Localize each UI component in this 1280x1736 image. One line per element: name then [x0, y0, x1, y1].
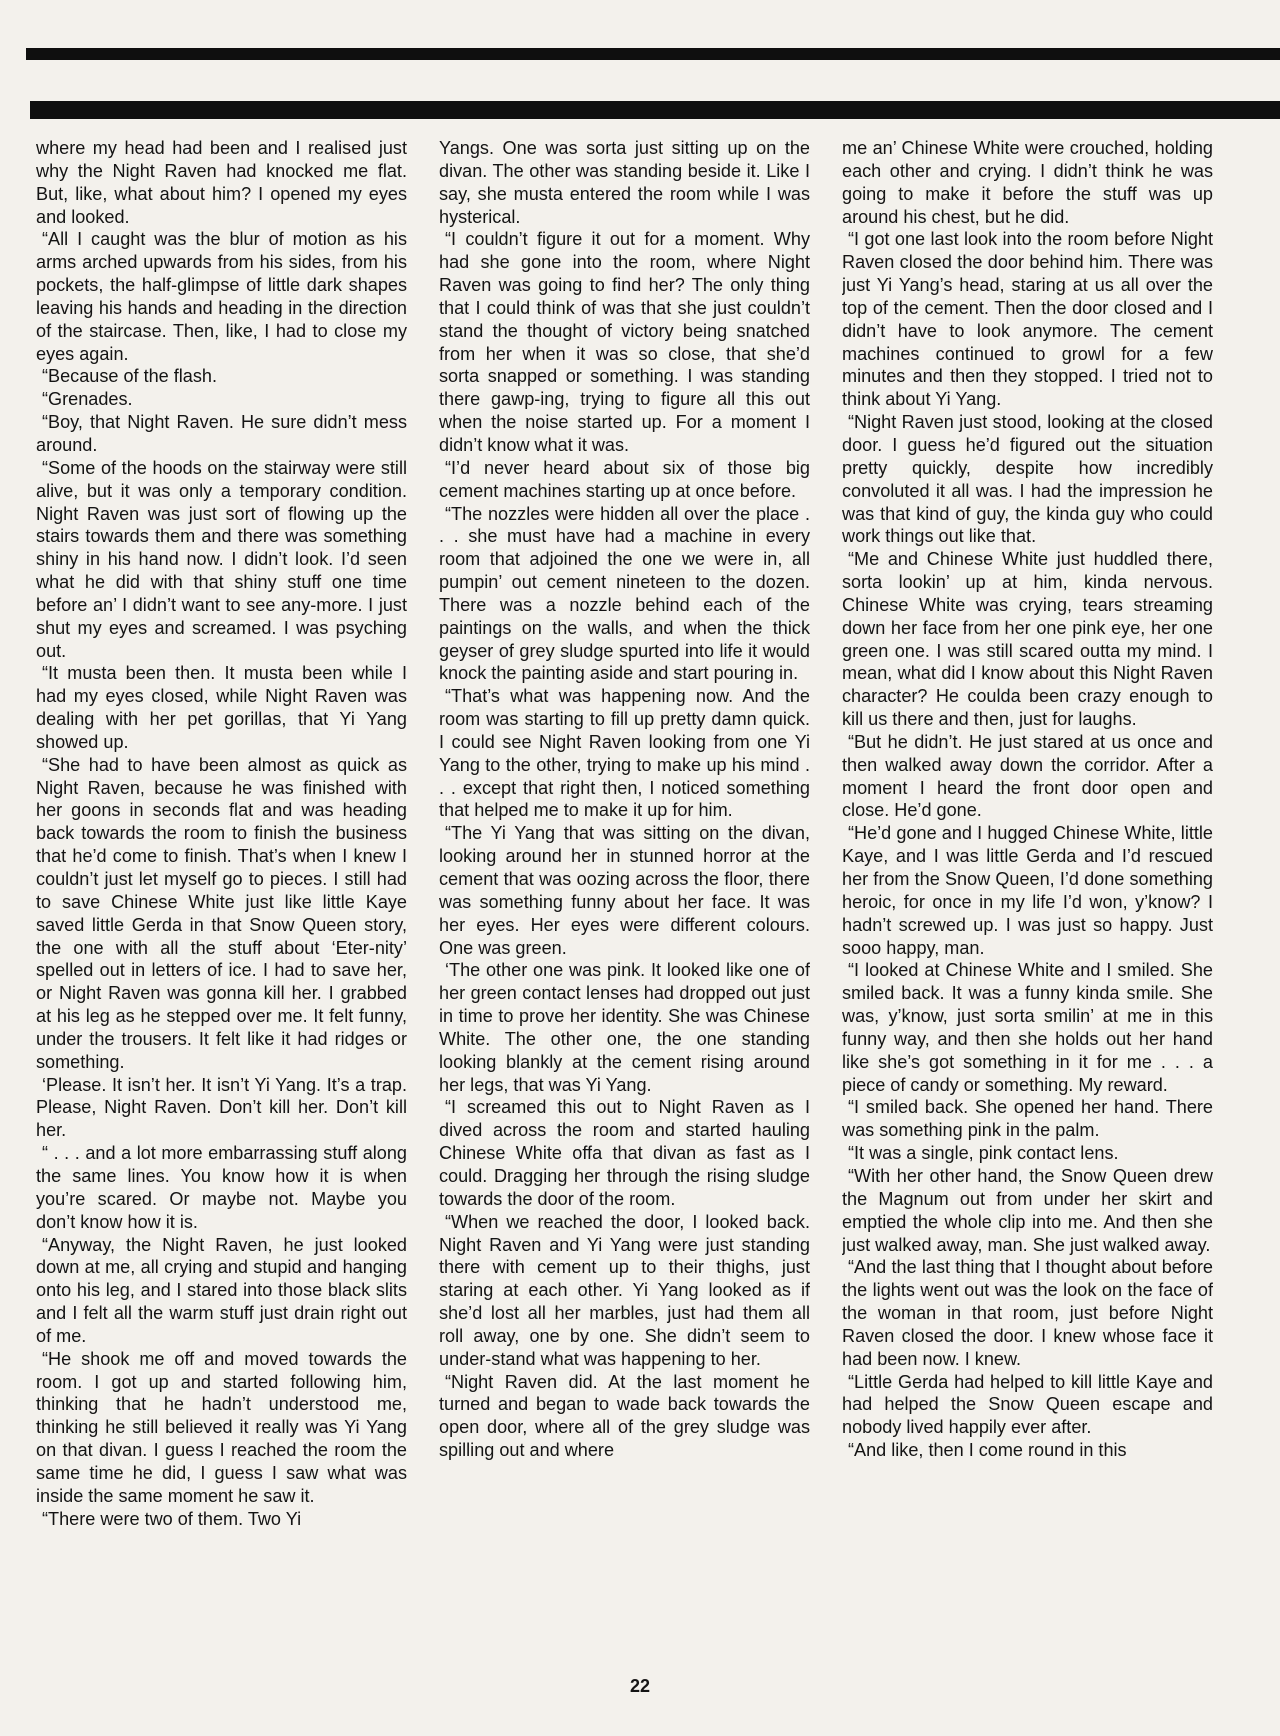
paragraph: “All I caught was the blur of motion as his arms arched upwards from his sides, from his pockets, the half-glimpse of little dark shapes leaving his hands and heading in the direction of the staircase. Then, like, I had to close my eyes again.: [36, 229, 407, 364]
paragraph: “Anyway, the Night Raven, he just looked down at me, all crying and stupid and hanging onto his leg, and I stared into those black slits and I felt all the warm stuff just drain right out of me.: [36, 1234, 407, 1346]
story-columns: [36, 137, 1216, 1667]
paragraph: where my head had been and I realised just why the Night Raven had knocked me flat. But, like, what about him? I opened my eyes and looked.: [36, 138, 407, 227]
paragraph: “The Yi Yang that was sitting on the divan, looking around her in stunned horror at the cement that was oozing across the floor, there was something funny about her face. It was her eyes. Her eyes were different colours. One was green.: [439, 823, 810, 958]
paragraph: “I looked at Chinese White and I smiled. She smiled back. It was a funny kinda smile. She was, y’know, just sorta smilin’ at me in this funny way, and then she holds out her hand like she’s got something in it for me . . . a piece of candy or something. My reward.: [842, 960, 1213, 1095]
top-thick-rule: [30, 101, 1280, 119]
paragraph: “Some of the hoods on the stairway were still alive, but it was only a temporary condition. Night Raven was just sort of flowing up the stairs towards them and there was something shiny in his hand now. I didn’t look. I’d seen what he did with that shiny stuff one time before an’ I didn’t want to see any-more. I just shut my eyes and screamed. I was psyching out.: [36, 457, 407, 661]
paragraph: “There were two of them. Two Yi: [42, 1508, 302, 1529]
paragraph: “I screamed this out to Night Raven as I dived across the room and started hauling Chinese White offa that divan as fast as I could. Dragging her through the rising sludge towards the door of the room.: [439, 1097, 810, 1209]
text-column-3: [842, 137, 1213, 1667]
paragraph: “Grenades.: [42, 389, 133, 410]
text-column-2: [439, 137, 810, 1667]
paragraph: “Night Raven did. At the last moment he turned and began to wade back towards the open door, where all of the grey sludge was spilling out and where: [439, 1371, 810, 1461]
paragraph: “That’s what was happening now. And the room was starting to fill up pretty damn quick. I could see Night Raven looking from one Yi Yang to the other, trying to make up his mind . . . except that right then, I noticed something that helped me to make it up for him.: [439, 686, 810, 821]
text-column-1: [36, 137, 407, 1667]
paragraph: “Me and Chinese White just huddled there, sorta lookin’ up at him, kinda nervous. Chinese White was crying, tears streaming down her face from her one pink eye, her one green one. I was still scared outta my mind. I mean, what did I know about this Night Raven character? He coulda been crazy enough to kill us there and then, just for laughs.: [842, 549, 1213, 730]
paragraph: “Boy, that Night Raven. He sure didn’t mess around.: [36, 412, 407, 455]
paragraph: “Night Raven just stood, looking at the closed door. I guess he’d figured out the situation pretty quickly, despite how incredibly convoluted it all was. I had the impression he was that kind of guy, the kinda guy who could work things out like that.: [842, 412, 1213, 547]
paragraph: “I got one last look into the room before Night Raven closed the door behind him. There was just Yi Yang’s head, staring at us all over the top of the cement. Then the door closed and I didn’t have to look anymore. The cement machines continued to growl for a few minutes and then they stopped. I tried not to think about Yi Yang.: [842, 229, 1213, 410]
paragraph: me an’ Chinese White were crouched, holding each other and crying. I didn’t think he was going to make it before the stuff was up around his chest, but he did.: [842, 138, 1213, 227]
paragraph: “I smiled back. She opened her hand. There was something pink in the palm.: [842, 1097, 1213, 1141]
paragraph: “I couldn’t figure it out for a moment. Why had she gone into the room, where Night Raven was going to find her? The only thing that I could think of was that she just couldn’t stand the thought of victory being snatched from her when it was so close, that she’d sorta snapped or something. I was standing there gawp-ing, trying to figure all this out when the noise started up. For a moment I didn’t know what it was.: [439, 229, 810, 455]
paragraph: “Because of the flash.: [42, 366, 218, 387]
paragraph: “ . . . and a lot more embarrassing stuff along the same lines. You know how it is when you’re scared. Or maybe not. Maybe you don’t know how it is.: [36, 1143, 407, 1232]
paragraph: “When we reached the door, I looked back. Night Raven and Yi Yang were just standing there with cement up to their thighs, just staring at each other. Yi Yang looked as if she’d lost all her marbles, just had them all roll away, one by one. She didn’t seem to under-stand what was happening to her.: [439, 1211, 810, 1369]
paragraph: ‘The other one was pink. It looked like one of her green contact lenses had dropped out just in time to prove her identity. She was Chinese White. The other one, the one standing looking blankly at the cement rising around her legs, that was Yi Yang.: [439, 960, 810, 1095]
paragraph: “It was a single, pink contact lens.: [848, 1143, 1119, 1164]
paragraph: “The nozzles were hidden all over the place . . . she must have had a machine in every room that adjoined the one we were in, all pumpin’ out cement nineteen to the dozen. There was a nozzle behind each of the paintings on the walls, and when the thick geyser of grey sludge spurted into life it would knock the painting aside and start pouring in.: [439, 503, 810, 684]
paragraph: “She had to have been almost as quick as Night Raven, because he was finished with her goons in seconds flat and was heading back towards the room to finish the business that he’d come to finish. That’s when I knew I couldn’t just let myself go to pieces. I still had to save Chinese White just like little Kaye saved little Gerda in that Snow Queen story, the one with all the stuff about ‘Eter-nity’ spelled out in letters of ice. I had to save her, or Night Raven was gonna kill her. I grabbed at his leg as he stepped over me. It felt funny, under the trousers. It felt like it had ridges or something.: [36, 754, 407, 1072]
top-thin-rule: [26, 48, 1280, 60]
page-number: 22: [629, 1676, 651, 1696]
paragraph: Yangs. One was sorta just sitting up on the divan. The other was standing beside it. Like I say, she musta entered the room while I was hysterical.: [439, 138, 810, 227]
paragraph: “And like, then I come round in this: [848, 1440, 1127, 1461]
paragraph: “He’d gone and I hugged Chinese White, little Kaye, and I was little Gerda and I’d rescued her from the Snow Queen, I’d done something heroic, for once in my life I’d won, y’know? I hadn’t screwed up. I was just so happy. Just sooo happy, man.: [842, 823, 1213, 958]
paragraph: ‘Please. It isn’t her. It isn’t Yi Yang. It’s a trap. Please, Night Raven. Don’t kill her. Don’t kill her.: [36, 1074, 407, 1141]
paragraph: “And the last thing that I thought about before the lights went out was the look on the face of the woman in that room, just before Night Raven closed the door. I knew whose face it had been now. I knew.: [842, 1257, 1213, 1369]
paragraph: “I’d never heard about six of those big cement machines starting up at once before.: [439, 457, 810, 501]
paragraph: “It musta been then. It musta been while I had my eyes closed, while Night Raven was dealing with her pet gorillas, that Yi Yang showed up.: [36, 663, 407, 752]
paragraph: “Little Gerda had helped to kill little Kaye and had helped the Snow Queen escape and nobody lived happily ever after.: [842, 1371, 1213, 1438]
paragraph: “With her other hand, the Snow Queen drew the Magnum out from under her skirt and emptied the whole clip into me. And then she just walked away, man. She just walked away.: [842, 1165, 1213, 1255]
paragraph: “He shook me off and moved towards the room. I got up and started following him, thinking that he hadn’t understood me, thinking he still believed it really was Yi Yang on that divan. I guess I reached the room the same time he did, I guess I saw what was inside the same moment he saw it.: [36, 1348, 407, 1506]
paragraph: “But he didn’t. He just stared at us once and then walked away down the corridor. After a moment I heard the front door open and close. He’d gone.: [842, 731, 1213, 821]
